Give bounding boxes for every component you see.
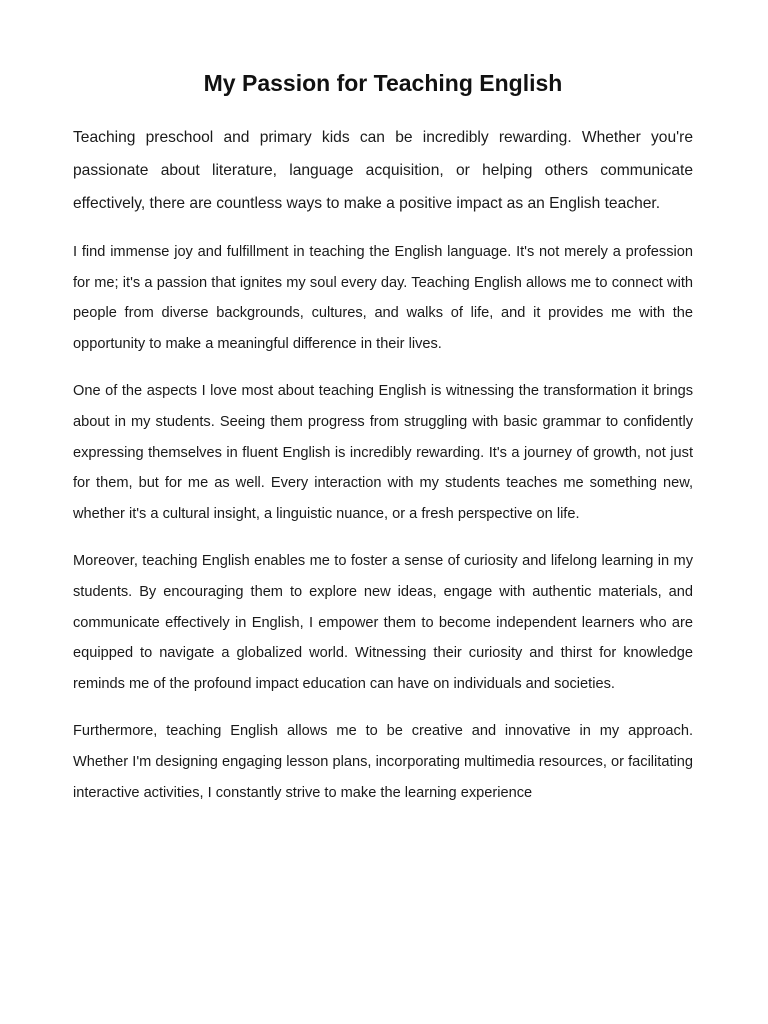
body-paragraph-2: One of the aspects I love most about teaching English is witnessing the transformation it brings about in my students. Seeing them progress from struggling with basic grammar to confidently expressing themselves in fluent English is incredibly rewarding. It's a journey of growth, not just for them, but for me as well. Every interaction with my students teaches me something new, whether it's a cultural insight, a linguistic nuance, or a fresh perspective on life. <box>73 383 693 522</box>
body-paragraph-1: I find immense joy and fulfillment in teaching the English language. It's not merely a profession for me; it's a passion that ignites my soul every day. Teaching English allows me to connect with people from diverse backgrounds, cultures, and walks of life, and it provides me with the opportunity to make a meaningful difference in their lives. <box>73 244 693 352</box>
page-title: My Passion for Teaching English <box>203 70 563 96</box>
intro-paragraph: Teaching preschool and primary kids can be incredibly rewarding. Whether you're passionate about literature, language acquisition, or helping others communicate effectively, there are countless ways to make a positive impact as an English teacher. <box>73 129 693 212</box>
body-paragraph-4: Furthermore, teaching English allows me to be creative and innovative in my approach. Whether I'm designing engaging lesson plans, incorporating multimedia resources, or facilitating interactive activities, I constantly strive to make the learning experience <box>73 723 693 801</box>
body-paragraph-3: Moreover, teaching English enables me to foster a sense of curiosity and lifelong learning in my students. By encouraging them to explore new ideas, engage with authentic materials, and communicate effectively in English, I empower them to become independent learners who are equipped to navigate a globalized world. Witnessing their curiosity and thirst for knowledge reminds me of the profound impact education can have on individuals and societies. <box>73 553 693 692</box>
